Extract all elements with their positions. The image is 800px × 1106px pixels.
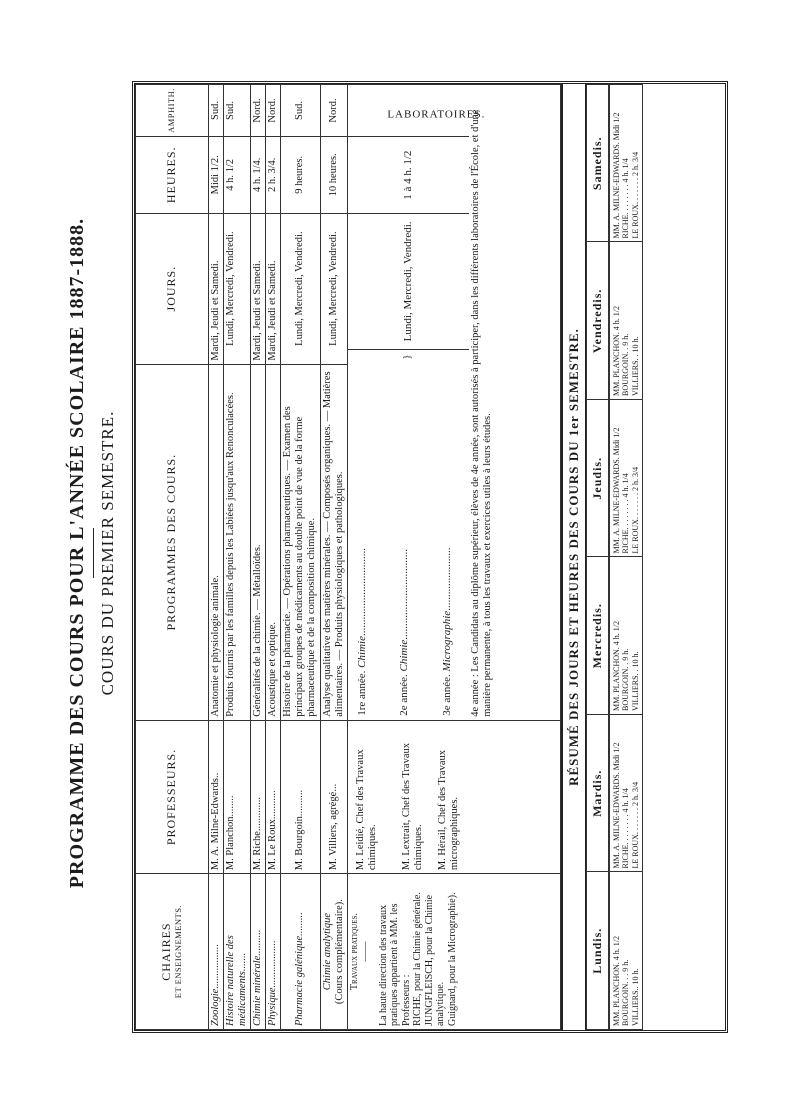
slot-line: MM. PLANCHON. 4 h. 1/2	[611, 935, 621, 1026]
page-subtitle: COURS DU PREMIER SEMESTRE.	[98, 410, 117, 696]
slot-line: MM. A. MILNE-EDWARDS. Midi 1/2	[611, 112, 621, 239]
annee-item: 2e année. Chimie.................................	[398, 548, 411, 716]
table-row	[266, 85, 281, 1030]
slot-line: BOURGOIN. . . 9 h.	[621, 959, 631, 1026]
programme-cell: Histoire de la pharmacie. — Opérations pharmaceutiques. — Examen des principaux groupes de médicaments au double point de vue de la forme pharmaceutique et de la composition chimique.	[281, 364, 320, 720]
jours-cell: Lundi, Mercredi, Vendredi.	[281, 213, 320, 364]
slot-line: MM. PLANCHON. 4 h. 1/2	[611, 620, 621, 711]
table-row	[281, 85, 320, 1030]
travaux-heures: 1 à 4 h. 1/2	[348, 137, 470, 214]
amphi-cell: Nord.	[266, 85, 281, 137]
slot-jeudis	[609, 400, 643, 558]
lab-cell	[348, 85, 486, 137]
travaux-text-3: JUNGFLEISCH, pour la Chimie analytique.	[423, 894, 447, 1026]
programme-cell: Produits fournis par les familles depuis les Labiées jusqu'aux Renonculacées.	[224, 364, 251, 720]
travaux-heading: Travaux pratiques.	[348, 913, 360, 991]
heures-cell: 4 h. 1/4.	[251, 136, 266, 213]
annee-label: 3e année.	[440, 674, 453, 716]
annee-matiere: Chimie	[398, 639, 411, 672]
jours-cell: Mardi, Jeudi et Samedi.	[266, 213, 281, 364]
annee-matiere: Micrographie	[440, 610, 453, 672]
header-row	[136, 85, 209, 1030]
travaux-prof: M. Hérail, Chef des Travaux micrographiques.	[436, 750, 460, 871]
resume-title: RÉSUMÉ DES JOURS ET HEURES DES COURS DU 1er SEMESTRE.	[561, 84, 586, 1030]
day-mercredis: Mercredis.	[586, 557, 608, 715]
slot-mercredis	[609, 557, 643, 715]
travaux-prof: M. Lextrait, Chef des Travaux chimiques.	[400, 743, 424, 871]
heures-cell: 4 h. 1/2	[224, 136, 251, 213]
slot-line: RICHE. . . . . . . . 4 h. 1/4	[621, 788, 631, 869]
professeur-cell: M. Villiers, agrégé...	[320, 720, 347, 873]
col-programmes: PROGRAMMES DES COURS.	[136, 364, 209, 720]
annee-label: 1re année.	[355, 670, 368, 716]
professeur-cell: M. A. Milne-Edwards..	[209, 720, 224, 873]
chaire-cell: Zoologie.................	[209, 874, 224, 1030]
slot-samedis	[609, 85, 643, 243]
quatrieme-annee-note: 4e année : Les Candidats au diplôme supérieur, élèves de 4e année, sont autorisés à participer, dans les différents laboratoires de l'École, et d'une manière permanente, à tous les travaux et exercices utiles à leurs études.	[470, 109, 494, 717]
heures-cell: 10 heures.	[320, 136, 347, 213]
days-row	[586, 85, 608, 1030]
heures-cell: 2 h. 3/4.	[266, 136, 281, 213]
col-amphith-label: AMPHITH.	[166, 88, 177, 133]
slot-lundis	[609, 872, 643, 1030]
day-samedis: Samedis.	[586, 85, 608, 243]
col-professeurs: PROFESSEURS.	[136, 720, 209, 873]
professeur-cell: M. Le Roux...........	[266, 720, 281, 873]
programme-frame	[132, 81, 728, 1033]
annees-list	[348, 364, 470, 720]
slot-line: RICHE. . . . . . . . 4 h. 1/4	[621, 473, 631, 554]
travaux-row	[347, 85, 560, 1030]
table-row	[224, 85, 251, 1030]
slot-line: LE ROUX. . . . . . . 2 h. 3/4	[630, 781, 640, 869]
slot-vendredis	[609, 242, 643, 400]
slot-line: LE ROUX. . . . . . . 2 h. 3/4	[630, 151, 640, 239]
courses-table	[135, 84, 561, 1030]
heures-cell: 9 heures.	[281, 136, 320, 213]
slot-line: MM. PLANCHON. 4 h. 1/2	[611, 305, 621, 396]
slot-line: MM. A. MILNE-EDWARDS. Midi 1/2	[611, 427, 621, 554]
day-jeudis: Jeudis.	[586, 400, 608, 558]
slot-line: BOURGOIN. . 9 h.	[621, 333, 631, 396]
chaire-cell: Chimie minérale..........	[251, 874, 266, 1030]
travaux-inner	[348, 85, 498, 720]
rotated-page	[60, 73, 740, 1033]
laboratoires-label: LABORATOIRES.	[387, 109, 486, 122]
programme-cell: Anatomie et physiologie animale.	[209, 364, 224, 720]
col-chaires-sub: ET ENSEIGNEMENTS.	[173, 904, 184, 999]
table-row	[251, 85, 266, 1030]
chaire-name: Chimie analytique	[321, 912, 333, 991]
jours-cell: Lundi, Mercredi, Vendredi.	[320, 213, 347, 364]
professeur-cell: M. Planchon........	[224, 720, 251, 873]
col-chaires	[136, 874, 209, 1030]
brace-glyph: }	[402, 354, 414, 360]
col-jours: JOURS.	[136, 213, 209, 364]
col-amphith	[136, 85, 209, 137]
programme-page	[60, 73, 740, 1033]
slot-line: BOURGOIN. . 9 h.	[621, 648, 631, 711]
resume-days	[586, 84, 609, 1030]
day-mardis: Mardis.	[586, 715, 608, 873]
annee-matiere: Chimie	[355, 636, 368, 668]
chaire-cell: Pharmacie galénique.........	[281, 874, 320, 1030]
travaux-jours: Lundi, Mercredi, Vendredi.	[348, 213, 470, 349]
annee-item: 1re année. Chimie................................	[355, 548, 368, 716]
programme-cell: Généralités de la chimie. — Métalloïdes.	[251, 364, 266, 720]
amphi-cell: Nord.	[320, 85, 347, 137]
slot-line: MM. A. MILNE-EDWARDS. Midi 1/2	[611, 742, 621, 869]
day-lundis: Lundis.	[586, 872, 608, 1030]
travaux-text-4: Guignard, pour la Micrographie).	[446, 892, 458, 1026]
travaux-detail-cell	[347, 85, 560, 721]
slot-line: VILLIERS. . 10 h.	[630, 651, 640, 711]
amphi-cell: Sud.	[209, 85, 224, 137]
programme-cell: Acoustique et optique.	[266, 364, 281, 720]
slot-line: RICHE. . . . . . . . 4 h. 1/4	[621, 158, 631, 239]
slot-line: VILLIERS.. 10 h.	[630, 968, 640, 1026]
resume-slots	[609, 84, 644, 1030]
slot-mardis	[609, 715, 643, 873]
page-title: PROGRAMME DES COURS POUR L'ANNÉE SCOLAIRE 1887-1888.	[66, 217, 88, 889]
day-vendredis: Vendredis.	[586, 242, 608, 400]
travaux-chaire-cell	[347, 874, 560, 1030]
annee-label: 2e année.	[398, 674, 411, 716]
jours-cell: Mardi, Jeudi et Samedi.	[251, 213, 266, 364]
chaire-note: (Cours complémentaire).	[333, 899, 345, 1005]
travaux-inner-row	[348, 85, 470, 720]
heures-cell: Midi 1/2.	[209, 136, 224, 213]
chaire-cell	[320, 874, 347, 1030]
travaux-dash: ——	[360, 941, 372, 962]
professeur-cell: M. Bourgoin..........	[281, 720, 320, 873]
travaux-text-2: RICHE, pour la Chimie générale.	[412, 892, 424, 1026]
title-rule	[93, 528, 94, 578]
amphi-cell: Nord.	[251, 85, 266, 137]
travaux-prof: M. Leidié, Chef des Travaux chimiques.	[354, 749, 378, 871]
chaire-cell: Physique..................	[266, 874, 281, 1030]
amphi-cell: Sud.	[281, 85, 320, 137]
jours-cell: Lundi, Mercredi, Vendredi.	[224, 213, 251, 364]
chaire-cell: Histoire naturelle des médicaments.......	[224, 874, 251, 1030]
travaux-note-row	[469, 85, 497, 720]
table-row	[209, 85, 224, 1030]
programme-cell: Analyse qualitative des matières minérales. — Composés organiques. — Matières alimentaires. — Produits physiologiques et pathologiques.	[320, 364, 347, 720]
col-heures: HEURES.	[136, 136, 209, 213]
col-chaires-label: CHAIRES	[159, 922, 174, 981]
table-row	[320, 85, 347, 1030]
slot-line: VILLIERS. . 10 h.	[630, 336, 640, 396]
professeur-cell: M. Riche.............	[251, 720, 266, 873]
travaux-profs-cell	[347, 720, 560, 873]
slots-row	[609, 85, 643, 1030]
travaux-text-1: La haute direction des travaux pratiques appartient à MM. les Professeurs :	[377, 903, 412, 1026]
jours-cell: Mardi, Jeudi et Samedi.	[209, 213, 224, 364]
annee-item: 3e année. Micrographie.......................	[440, 547, 453, 716]
slot-line: LE ROUX. . . . . . . 2 h. 3/4	[630, 466, 640, 554]
amphi-cell: Sud.	[224, 85, 251, 137]
